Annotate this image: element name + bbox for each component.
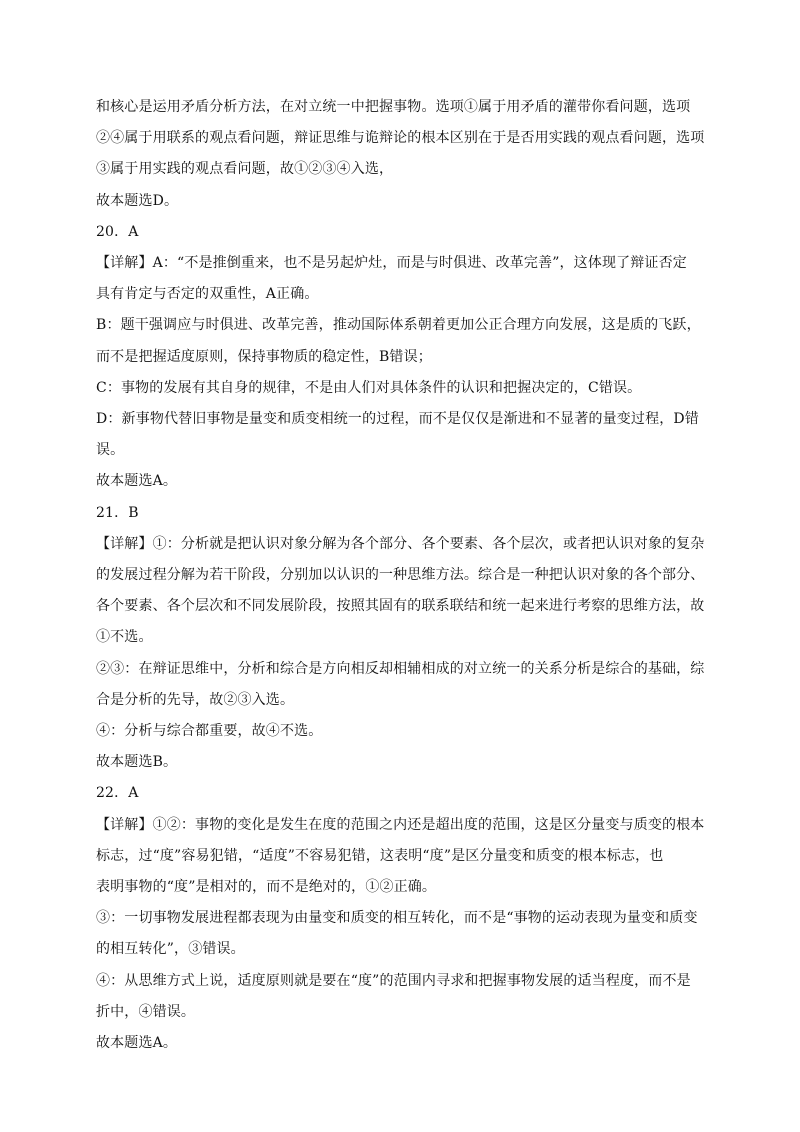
- text-line: 【详解】①②：事物的变化是发生在度的范围之内还是超出度的范围，这是区分量变与质变的根本: [96, 816, 705, 833]
- question-number: 21．B: [96, 504, 139, 521]
- text-line: ③：一切事物发展进程都表现为由量变和质变的相互转化，而不是“事物的运动表现为量变和质变: [96, 910, 698, 927]
- text-line: 的相互转化”，③错误。: [96, 941, 245, 958]
- text-line: ②④属于用联系的观点看问题，辩证思维与诡辩论的根本区别在于是否用实践的观点看问题，选项: [96, 130, 705, 147]
- text-line: 故本题选A。: [96, 1035, 178, 1052]
- text-line: ④：从思维方式上说，适度原则就是要在“度”的范围内寻求和把握事物发展的适当程度，而不是: [96, 972, 691, 989]
- text-line: 故本题选D。: [96, 192, 179, 209]
- text-line: ①不选。: [96, 629, 153, 646]
- text-line: 标志，过“度”容易犯错，“适度”不容易犯错，这表明“度”是区分量变和质变的根本标志，也: [96, 847, 664, 864]
- text-line: D：新事物代替旧事物是量变和质变相统一的过程，而不是仅仅是渐进和不显著的量变过程，D错: [96, 411, 699, 428]
- text-line: B：题干强调应与时俱进、改革完善，推动国际体系朝着更加公正合理方向发展，这是质的飞跃，: [96, 317, 701, 334]
- text-line: ②③：在辩证思维中，分析和综合是方向相反却相辅相成的对立统一的关系分析是综合的基础，综: [96, 660, 705, 677]
- question-number: 20．A: [96, 223, 139, 240]
- text-line: C：事物的发展有其自身的规律，不是由人们对具体条件的认识和把握决定的，C错误。: [96, 379, 642, 396]
- text-line: 而不是把握适度原则，保持事物质的稳定性，B错误；: [96, 348, 432, 365]
- text-line: 和核心是运用矛盾分析方法，在对立统一中把握事物。选项①属于用矛盾的灌带你看问题，选项: [96, 99, 691, 115]
- question-number: 22．A: [96, 785, 139, 802]
- text-line: 【详解】①：分析就是把认识对象分解为各个部分、各个要素、各个层次，或者把认识对象的复杂: [96, 535, 705, 552]
- text-line: 误。: [96, 442, 125, 459]
- text-line: 【详解】A：“不是推倒重来，也不是另起炉灶，而是与时俱进、改革完善”，这体现了辩证否定: [96, 255, 687, 272]
- answer-explanations: [96, 92, 706, 1059]
- text-line: 折中，④错误。: [96, 1003, 196, 1020]
- text-line: ③属于用实践的观点看问题，故①②③④入选，: [96, 161, 394, 178]
- text-line: 各个要素、各个层次和不同发展阶段，按照其固有的联系联结和统一起来进行考察的思维方法，故: [96, 598, 705, 615]
- text-line: 具有肯定与否定的双重性，A正确。: [96, 286, 319, 303]
- text-line: 表明事物的“度”是相对的，而不是绝对的，①②正确。: [96, 879, 437, 896]
- text-line: 的发展过程分解为若干阶段，分别加以认识的一种思维方法。综合是一种把认识对象的各个部分、: [96, 567, 705, 584]
- text-line: 故本题选A。: [96, 473, 178, 490]
- text-line: 故本题选B。: [96, 754, 178, 771]
- text-line: 合是分析的先导，故②③入选。: [96, 691, 295, 708]
- text-line: ④：分析与综合都重要，故④不选。: [96, 723, 323, 740]
